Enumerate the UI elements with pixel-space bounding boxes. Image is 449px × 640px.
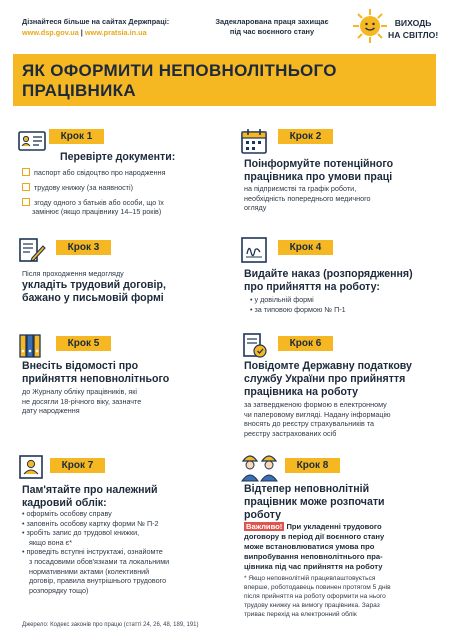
step4-item: • у довільній формі <box>250 295 314 304</box>
step8-note-line: після прийняття на роботу оформити на нього <box>244 593 386 600</box>
step6-text <box>244 400 391 438</box>
step8-warning-line: цівника під час прийняття на роботу <box>244 562 383 571</box>
step4-item: • за типовою формою № П-1 <box>250 304 346 314</box>
step4-item-text: за типовою формою № П-1 <box>254 304 346 314</box>
step7-item-cont: договір, правила внутрішнього трудового <box>29 576 167 586</box>
step3-text: Після проходження медогляду <box>22 269 124 278</box>
step8-note-line: трудову книжку на вимогу працівника. Зараз <box>244 602 380 609</box>
step1-heading: Перевірте документи: <box>60 151 176 163</box>
workers-icon <box>240 449 280 483</box>
step1-badge: Крок 1 <box>49 129 104 144</box>
tax-document-icon <box>240 331 268 359</box>
step2-heading <box>244 158 393 184</box>
signed-order-icon <box>240 236 268 264</box>
step7-item-text: проведіть вступні інструктажі, ознайомте <box>26 547 163 557</box>
id-card-icon <box>18 127 46 155</box>
slogan-line2: НА СВІТЛО! <box>388 30 439 40</box>
checkbox-icon <box>22 198 30 206</box>
step2-text-line: необхідність попереднього медичного <box>244 193 371 203</box>
step6-heading-line: працівника на роботу <box>244 386 359 398</box>
step5-text-line: не досягли 18-річного віку, зазначте <box>22 396 142 406</box>
step8-note-line: триває перехід на електронний облік <box>244 611 357 618</box>
step8-note-line: вперше, роботодавець повинен протягом 5 днів <box>244 584 391 591</box>
step1-item-text: трудову книжку (за наявності) <box>34 183 133 192</box>
step5-text-line: до Журналу обліку працівників, які <box>22 387 137 396</box>
site-separator: | <box>80 28 83 37</box>
step7-item-text: оформіть особову справу <box>26 509 112 518</box>
step8-heading-line: працівник може розпочати <box>244 496 385 508</box>
step8-heading-line: роботу <box>244 509 282 521</box>
header-info <box>22 16 169 38</box>
step5-text-line: дату народження <box>22 406 80 415</box>
step4-list <box>250 295 346 314</box>
step2-heading-line: Поінформуйте потенційного <box>244 158 394 170</box>
site-link-pratsia[interactable]: www.pratsia.in.ua <box>84 28 147 37</box>
step7-item: • зробіть запис до трудової книжки, <box>22 528 140 538</box>
step2-heading-line: працівника про умови праці <box>244 171 393 183</box>
step6-heading-line: службу України про прийняття <box>244 373 406 385</box>
step7-heading <box>22 484 158 510</box>
step7-item-text: зробіть запис до трудової книжки, <box>26 528 140 538</box>
sun-icon <box>352 8 388 44</box>
step1-item-cont: замінює (якщо працівнику 14–15 років) <box>32 207 162 216</box>
step5-heading <box>22 360 169 386</box>
step5-text <box>22 387 141 416</box>
step6-text-line: реєстру застрахованих осіб <box>244 428 337 438</box>
step2-text <box>244 184 371 213</box>
page-title-line1: ЯК ОФОРМИТИ НЕПОВНОЛІТНЬОГО <box>22 61 337 80</box>
personnel-card-icon <box>18 453 46 481</box>
step7-list <box>22 509 169 595</box>
calendar-icon <box>240 127 268 155</box>
step1-item-text: згоду одного з батьків або особи, що їх <box>34 198 164 207</box>
step7-item-cont: розпорядку тощо) <box>29 585 89 595</box>
step8-warning-line: При укладенні трудового <box>286 522 382 531</box>
step4-heading-line: про прийняття на роботу: <box>244 281 380 293</box>
step4-item-text: у довільній формі <box>254 295 314 304</box>
step1-item-text: паспорт або свідоцтво про народження <box>34 168 166 177</box>
step5-heading-line: прийняття неповнолітнього <box>22 373 170 385</box>
header-center-line1: Задекларована праця захищає <box>215 17 329 26</box>
step2-badge: Крок 2 <box>278 129 333 144</box>
step3-heading-line: укладіть трудовий договір, <box>22 279 166 291</box>
header-center-text <box>192 17 352 37</box>
step6-badge: Крок 6 <box>278 336 333 351</box>
step3-badge: Крок 3 <box>56 240 111 255</box>
header-info-line: Дізнайтеся більше на сайтах Держпраці: <box>22 17 170 26</box>
step7-item-text: заповніть особову картку форми № П-2 <box>26 518 159 528</box>
step7-item: • заповніть особову картку форми № П-2 <box>22 518 159 528</box>
page-title <box>22 61 337 101</box>
step1-item <box>22 183 133 193</box>
step8-note <box>244 574 391 619</box>
checkbox-icon <box>22 183 30 191</box>
step5-badge: Крок 5 <box>56 336 111 351</box>
step6-heading-line: Повідомте Державну податкову <box>244 360 412 372</box>
step2-text-line: на підприємстві та графік роботи, <box>244 184 357 193</box>
step6-text-line: вносять до реєстру страхувальників та <box>244 419 375 428</box>
step4-badge: Крок 4 <box>278 240 333 255</box>
step7-item: • оформіть особову справу <box>22 509 112 518</box>
page-title-line2: ПРАЦІВНИКА <box>22 81 136 100</box>
binders-icon <box>18 331 46 359</box>
step8-warning-line: може встановлюватися умова про <box>244 542 375 551</box>
important-label: Важливо! <box>246 522 283 531</box>
slogan <box>388 17 438 41</box>
step3-heading-line: бажано у письмовій формі <box>22 292 164 304</box>
step8-heading-line: Відтепер неповнолітній <box>244 483 370 495</box>
step7-badge: Крок 7 <box>50 458 105 473</box>
step7-item: • проведіть вступні інструктажі, ознайомте <box>22 547 163 557</box>
step6-text-line: чи паперовому вигляді. Надану інформацію <box>244 409 391 419</box>
step7-item-cont: з посадовими обов'язками та локальними <box>29 556 170 566</box>
step8-warning <box>244 522 384 572</box>
step6-heading <box>244 360 412 399</box>
contract-pen-icon <box>18 236 46 264</box>
step3-heading <box>22 279 166 305</box>
step2-text-line: огляду <box>244 203 267 212</box>
step5-heading-line: Внесіть відомості про <box>22 360 139 372</box>
step8-warning-line: договору в період дії воєнного стану <box>244 532 385 541</box>
step7-heading-line: Пам'ятайте про належний <box>22 484 158 496</box>
step8-warning-line: випробування неповнолітнього пра- <box>244 552 383 561</box>
site-link-dsp[interactable]: www.dsp.gov.ua <box>22 28 79 37</box>
step8-badge: Крок 8 <box>285 458 340 473</box>
checkbox-icon <box>22 168 30 176</box>
step4-heading-line: Видайте наказ (розпорядження) <box>244 268 413 280</box>
step8-note-line: * Якщо неповнолітній працевлаштовується <box>244 575 376 582</box>
step7-item-cont: нормативними актами (колективний <box>29 566 150 576</box>
step7-heading-line: кадровий облік: <box>22 497 107 509</box>
header-center-line2: під час воєнного стану <box>229 27 315 36</box>
source-note: Джерело: Кодекс законів про працю (статті 24, 26, 48, 189, 191) <box>22 622 199 628</box>
step7-item-cont: якщо вона є* <box>29 537 73 547</box>
step6-text-line: за затвердженою формою в електронному <box>244 400 387 409</box>
step1-item <box>22 168 165 178</box>
step4-heading <box>244 268 413 294</box>
step8-heading <box>244 483 385 522</box>
slogan-line1: ВИХОДЬ <box>394 18 432 28</box>
